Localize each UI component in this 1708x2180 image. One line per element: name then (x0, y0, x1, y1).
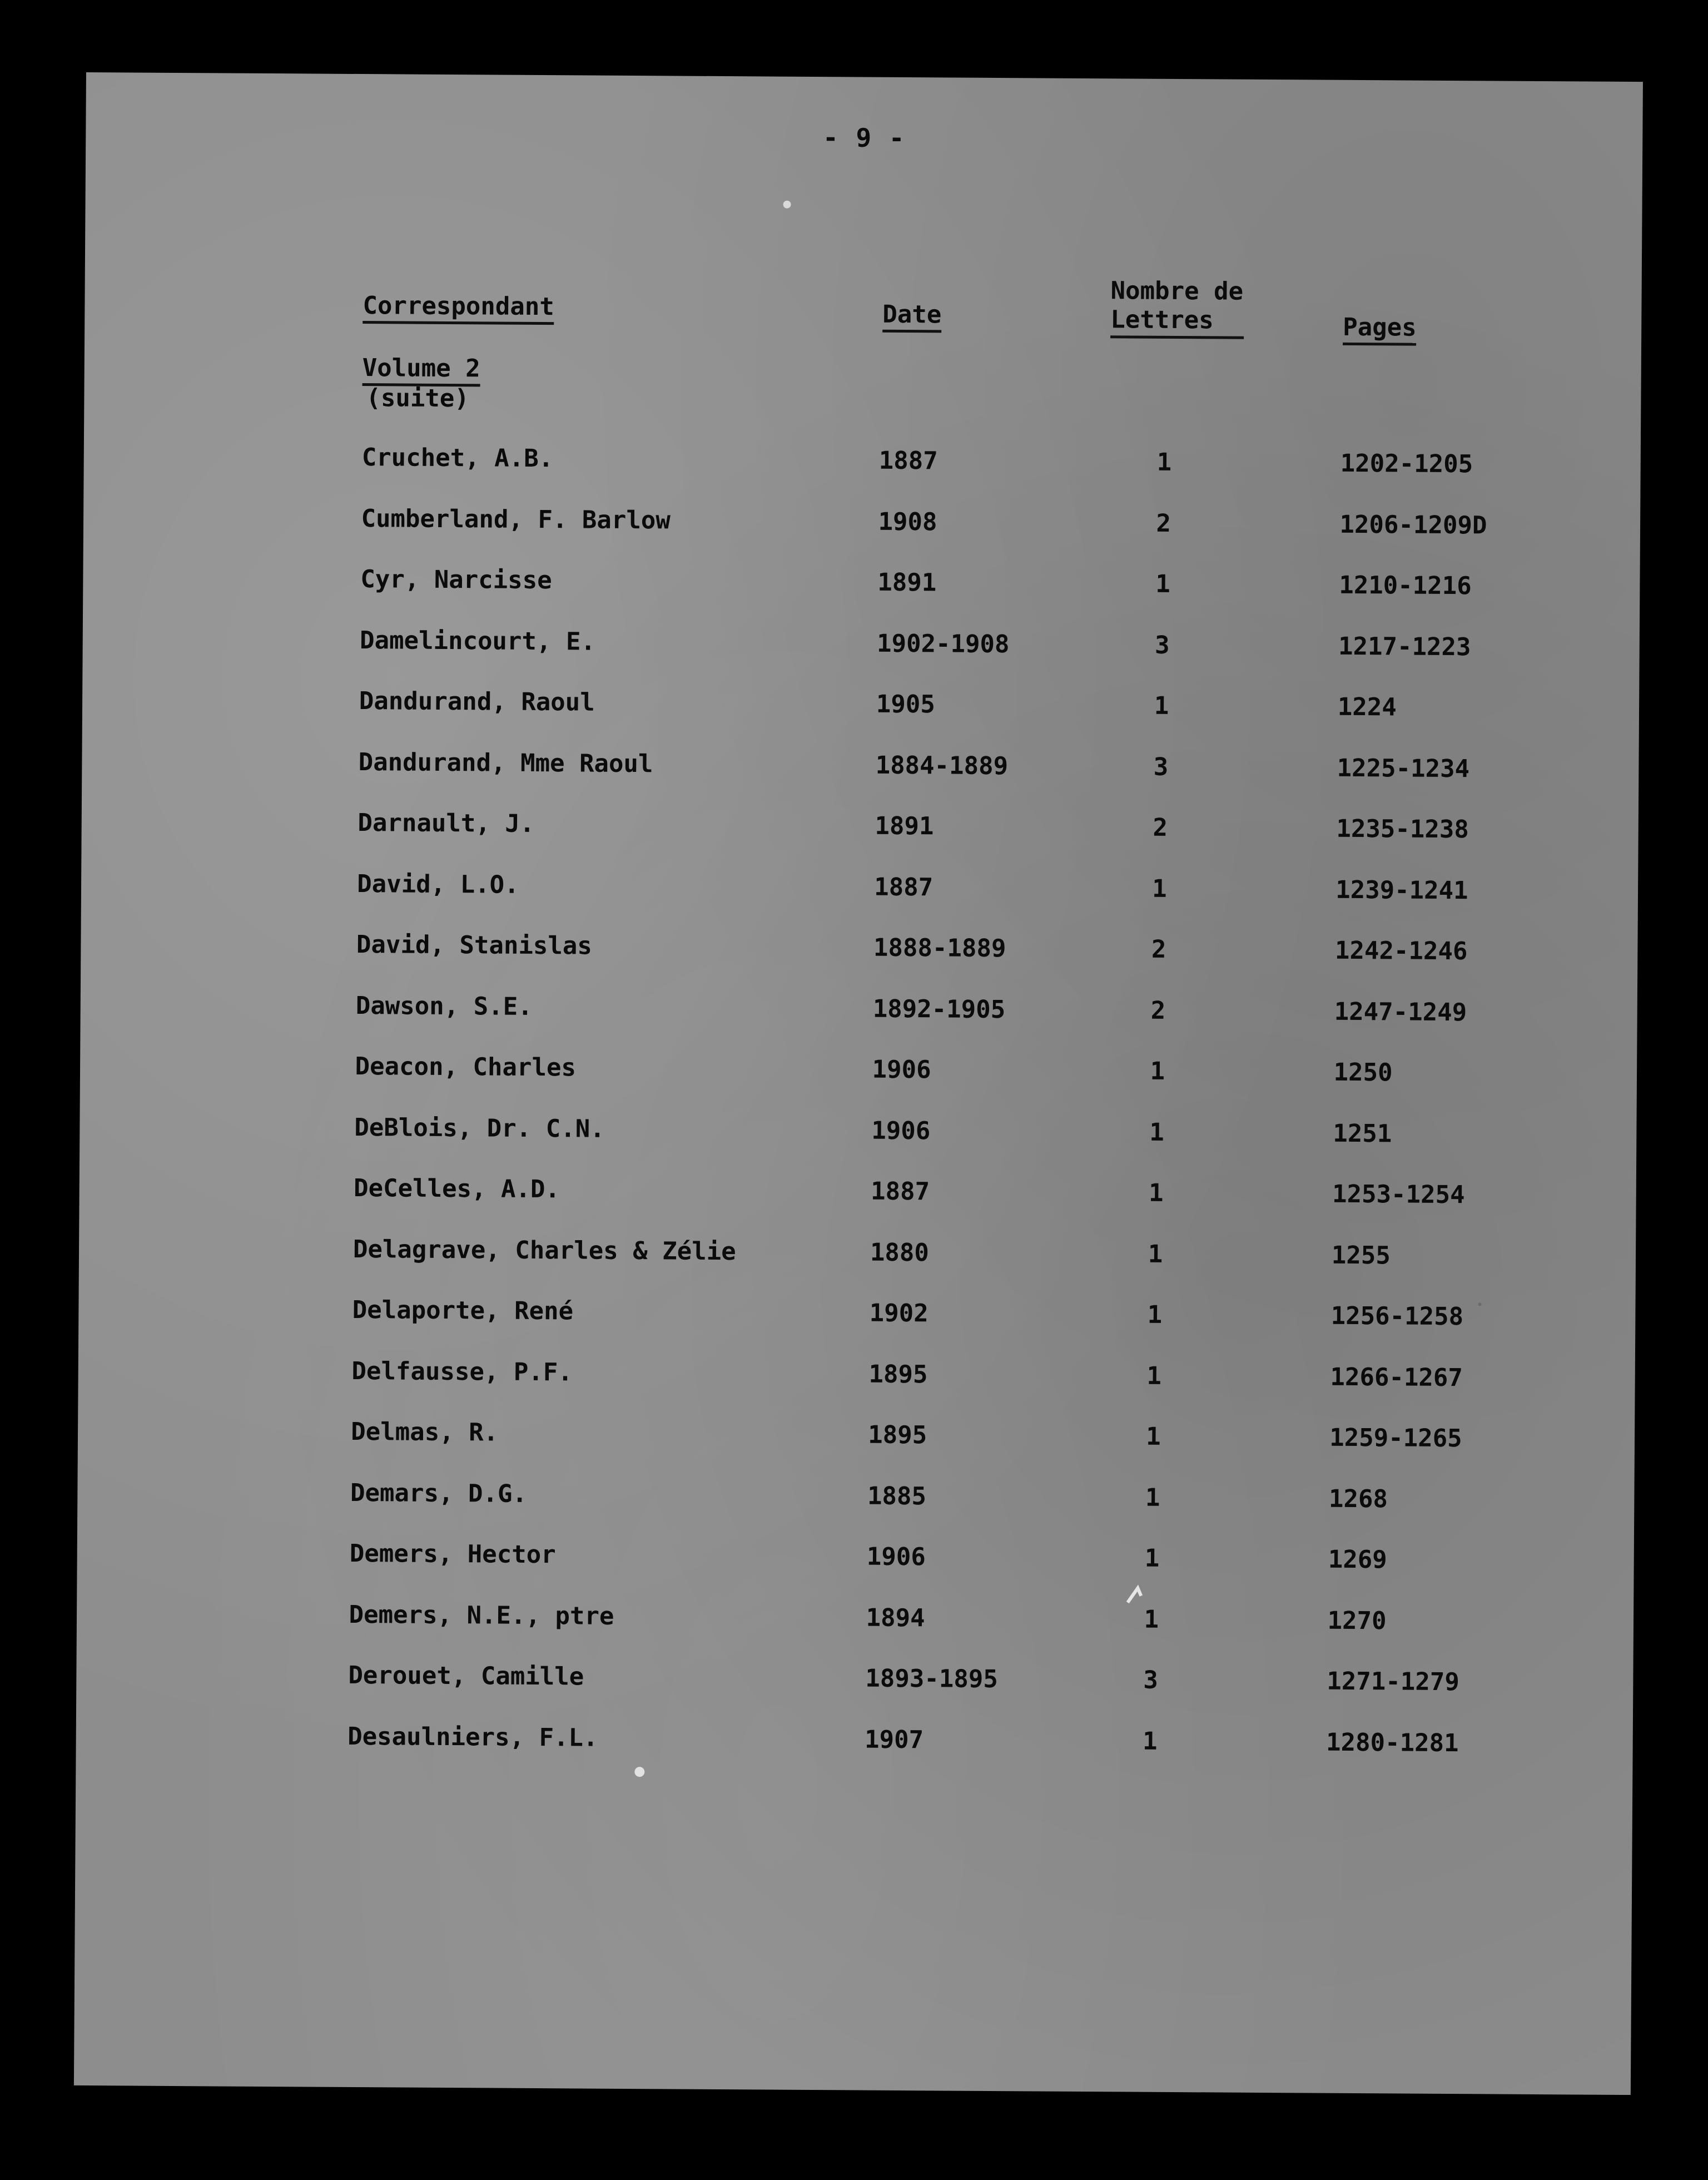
correspondent-name: Damelincourt, E. (359, 626, 596, 656)
correspondent-name: Derouet, Camille (348, 1661, 584, 1691)
letter-date: 1907 (864, 1725, 924, 1754)
section-volume-label: Volume 2 (363, 354, 480, 387)
letter-count: 1 (1147, 1300, 1163, 1329)
page-range: 1256-1258 (1330, 1301, 1464, 1331)
letter-date: 1906 (866, 1542, 926, 1572)
correspondent-name: DeCelles, A.D. (353, 1173, 560, 1204)
page-range: 1250 (1333, 1058, 1393, 1087)
letter-date: 1891 (877, 568, 937, 597)
letter-date: 1880 (870, 1238, 930, 1267)
correspondent-name: Demers, Hector (349, 1539, 556, 1569)
letter-date: 1906 (872, 1055, 931, 1084)
table-row (78, 1352, 1635, 1395)
letter-date: 1887 (878, 446, 938, 475)
page-number: - 9 - (822, 122, 906, 153)
correspondent-name: Cumberland, F. Barlow (361, 504, 671, 534)
table-row (78, 1414, 1635, 1456)
letter-count: 2 (1150, 996, 1166, 1025)
letter-count: 1 (1146, 1422, 1161, 1451)
letter-count: 1 (1152, 874, 1167, 903)
page-range: 1271-1279 (1327, 1667, 1459, 1697)
page-range: 1217-1223 (1338, 632, 1471, 661)
page-range: 1280-1281 (1325, 1728, 1459, 1757)
letter-count: 1 (1148, 1240, 1163, 1269)
table-row (80, 1109, 1636, 1152)
letter-count: 1 (1150, 1057, 1165, 1086)
page-range: 1247-1249 (1334, 997, 1467, 1027)
table-row (76, 1657, 1633, 1700)
letter-count: 1 (1148, 1178, 1164, 1207)
page-range: 1225-1234 (1337, 754, 1470, 783)
letter-count: 1 (1142, 1727, 1158, 1756)
letter-count: 2 (1151, 935, 1166, 964)
table-row (80, 1048, 1637, 1091)
table-row (82, 744, 1639, 786)
letter-count: 3 (1143, 1666, 1159, 1695)
page-range: 1253-1254 (1332, 1180, 1465, 1210)
letter-count: 1 (1149, 1118, 1164, 1147)
table-row (81, 865, 1638, 908)
letter-date: 1895 (868, 1360, 928, 1389)
correspondent-name: Delmas, R. (351, 1417, 499, 1447)
page-range: 1210-1216 (1339, 571, 1472, 601)
table-row (84, 439, 1641, 482)
section-suite: (suite) (366, 384, 470, 413)
page-range: 1202-1205 (1340, 449, 1473, 479)
letter-date: 1884-1889 (875, 751, 1009, 780)
table-row (83, 561, 1640, 604)
letter-date: 1885 (867, 1482, 927, 1510)
correspondent-name: Cyr, Narcisse (360, 565, 552, 595)
letter-count: 1 (1155, 569, 1170, 598)
table-row (81, 987, 1637, 1030)
correspondent-name: Dandurand, Raoul (359, 687, 595, 717)
document-page (74, 72, 1643, 2095)
table-row (77, 1535, 1634, 1578)
page-range: 1206-1209D (1339, 510, 1487, 539)
letter-count: 3 (1154, 631, 1170, 660)
letter-count: 1 (1145, 1483, 1160, 1512)
letter-count: 1 (1154, 691, 1169, 720)
table-row (81, 926, 1637, 969)
table-row (77, 1474, 1634, 1517)
correspondent-name: DeBlois, Dr. C.N. (354, 1113, 605, 1143)
header-pages-label: Pages (1343, 313, 1417, 346)
correspondent-name: Dawson, S.E. (355, 991, 533, 1021)
page-range: 1259-1265 (1329, 1423, 1462, 1453)
header-nombre-line1: Nombre de (1110, 276, 1244, 306)
page-range: 1235-1238 (1336, 814, 1469, 844)
correspondent-name: Delagrave, Charles & Zélie (352, 1235, 736, 1266)
letter-count: 1 (1144, 1605, 1159, 1634)
letter-count: 1 (1146, 1361, 1162, 1390)
letter-date: 1894 (866, 1603, 925, 1632)
letter-date: 1902 (869, 1299, 929, 1328)
table-row (76, 1718, 1633, 1761)
correspondent-name: David, L.O. (357, 869, 519, 899)
letter-date: 1905 (876, 690, 936, 719)
correspondent-name: Darnault, J. (358, 809, 535, 838)
correspondent-name: Delaporte, René (352, 1295, 574, 1326)
letter-date: 1891 (875, 811, 934, 841)
letter-date: 1893-1895 (865, 1664, 998, 1694)
letter-count: 2 (1153, 813, 1168, 842)
correspondent-name: Deacon, Charles (355, 1052, 577, 1082)
header-date-label: Date (882, 300, 941, 333)
correspondent-name: David, Stanislas (356, 930, 593, 960)
table-row (83, 500, 1640, 543)
correspondent-table (74, 72, 1643, 2095)
header-nombre-line2: Lettres (1110, 305, 1244, 339)
table-row (83, 622, 1640, 665)
page-range: 1268 (1328, 1484, 1388, 1513)
page-range: 1266-1267 (1330, 1362, 1463, 1392)
correspondent-name: Cruchet, A.B. (361, 443, 554, 473)
page-range: 1239-1241 (1335, 875, 1468, 905)
page-range: 1269 (1328, 1545, 1387, 1574)
correspondent-name: Demars, D.G. (350, 1478, 528, 1508)
letter-count: 2 (1156, 509, 1171, 538)
page-range: 1255 (1331, 1241, 1391, 1270)
table-row (80, 1170, 1636, 1213)
table-row (77, 1596, 1633, 1639)
table-row (82, 683, 1639, 726)
table-row (79, 1231, 1636, 1274)
correspondent-name: Desaulniers, F.L. (347, 1722, 598, 1752)
letter-date: 1892-1905 (872, 994, 1006, 1024)
letter-date: 1895 (868, 1420, 927, 1450)
correspondent-name: Delfausse, P.F. (351, 1356, 573, 1386)
header-correspondant-label: Correspondant (363, 291, 554, 325)
page-range: 1242-1246 (1334, 936, 1468, 966)
correspondent-name: Dandurand, Mme Raoul (358, 747, 653, 778)
page-range: 1270 (1327, 1606, 1387, 1635)
letter-date: 1887 (870, 1177, 930, 1206)
correspondent-name: Demers, N.E., ptre (349, 1600, 614, 1631)
page-range: 1224 (1337, 692, 1397, 722)
letter-date: 1908 (878, 507, 937, 536)
letter-count: 3 (1153, 752, 1169, 781)
letter-date: 1906 (871, 1116, 931, 1145)
letter-count: 1 (1144, 1544, 1160, 1573)
table-row (78, 1292, 1635, 1335)
letter-date: 1902-1908 (876, 629, 1010, 658)
letter-count: 1 (1156, 448, 1172, 477)
page-range: 1251 (1333, 1119, 1392, 1148)
letter-date: 1888-1889 (873, 933, 1006, 963)
letter-date: 1887 (874, 873, 934, 901)
table-row (82, 805, 1639, 848)
